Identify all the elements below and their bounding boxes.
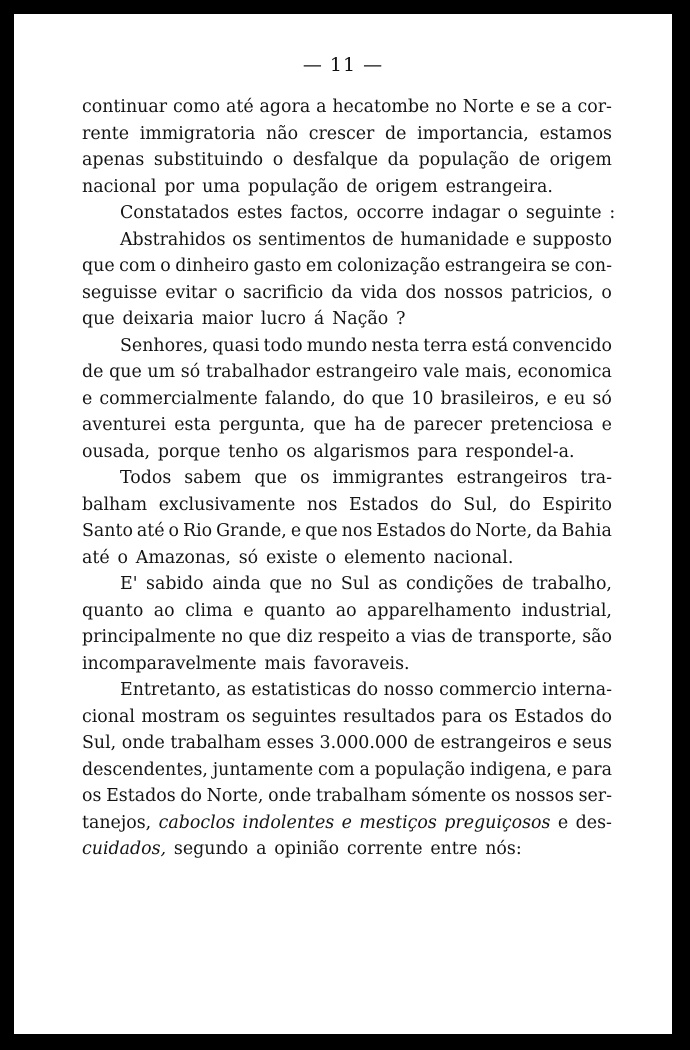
text-line: os Estados do Norte, onde trabalham sómente os nossos ser- xyxy=(82,786,612,806)
text-line: Constatados estes factos, occorre indagar o seguinte : xyxy=(120,203,616,223)
text-line: nacional por uma população de origem estrangeira. xyxy=(82,176,553,197)
text-line: Santo até o Rio Grande, e que nos Estados do Norte, da Bahia xyxy=(82,521,612,541)
book-page xyxy=(14,14,672,1034)
text-line: principalmente no que diz respeito a vias de transporte, são xyxy=(82,627,612,647)
text-line: balham exclusivamente nos Estados do Sul, do Espirito xyxy=(82,494,612,515)
page-number: — 11 — xyxy=(302,54,384,76)
text-line: Senhores, quasi todo mundo nesta terra está convencido xyxy=(120,335,612,356)
text-line: e commercialmente falando, do que 10 brasileiros, e eu só xyxy=(82,388,612,409)
text-line: Sul, onde trabalham esses 3.000.000 de estrangeiros e seus xyxy=(82,733,612,753)
text-line: Todos sabem que os immigrantes estrangeiros tra- xyxy=(120,468,612,488)
text-line: Entretanto, as estatisticas do nosso commercio interna- xyxy=(120,680,612,700)
text-line: cuidados, segundo a opinião corrente entre nós: xyxy=(82,839,522,859)
text-line: ousada, porque tenho os algarismos para respondel-a. xyxy=(82,441,575,462)
text-line: que com o dinheiro gasto em colonização estrangeira se con- xyxy=(82,256,612,276)
text-line: apenas substituindo o desfalque da população de origem xyxy=(82,150,612,170)
text-line: descendentes, juntamente com a população indigena, e para xyxy=(82,759,612,780)
text-line: seguisse evitar o sacrificio da vida dos nossos patricios, o xyxy=(82,282,612,303)
text-line: aventurei esta pergunta, que ha de parecer pretenciosa e xyxy=(82,415,612,435)
text-line: Abstrahidos os sentimentos de humanidade e supposto xyxy=(120,229,612,250)
text-line: cional mostram os seguintes resultados para os Estados do xyxy=(82,706,612,727)
text-line: de que um só trabalhador estrangeiro vale mais, economica xyxy=(82,362,612,382)
text-line: incomparavelmente mais favoraveis. xyxy=(82,653,410,674)
text-line: quanto ao clima e quanto ao apparelhamento industrial, xyxy=(82,600,612,621)
text-line: tanejos, caboclos indolentes e mestiços preguiçosos e des- xyxy=(82,812,612,833)
text-line: continuar como até agora a hecatombe no Norte e se a cor- xyxy=(82,97,612,117)
text-line: rente immigratoria não crescer de importancia, estamos xyxy=(82,123,612,144)
body-text xyxy=(82,94,616,863)
text-line: até o Amazonas, só existe o elemento nacional. xyxy=(82,547,514,568)
text-line: E' sabido ainda que no Sul as condições de trabalho, xyxy=(120,574,612,594)
text-line: que deixaria maior lucro á Nação ? xyxy=(82,309,406,329)
